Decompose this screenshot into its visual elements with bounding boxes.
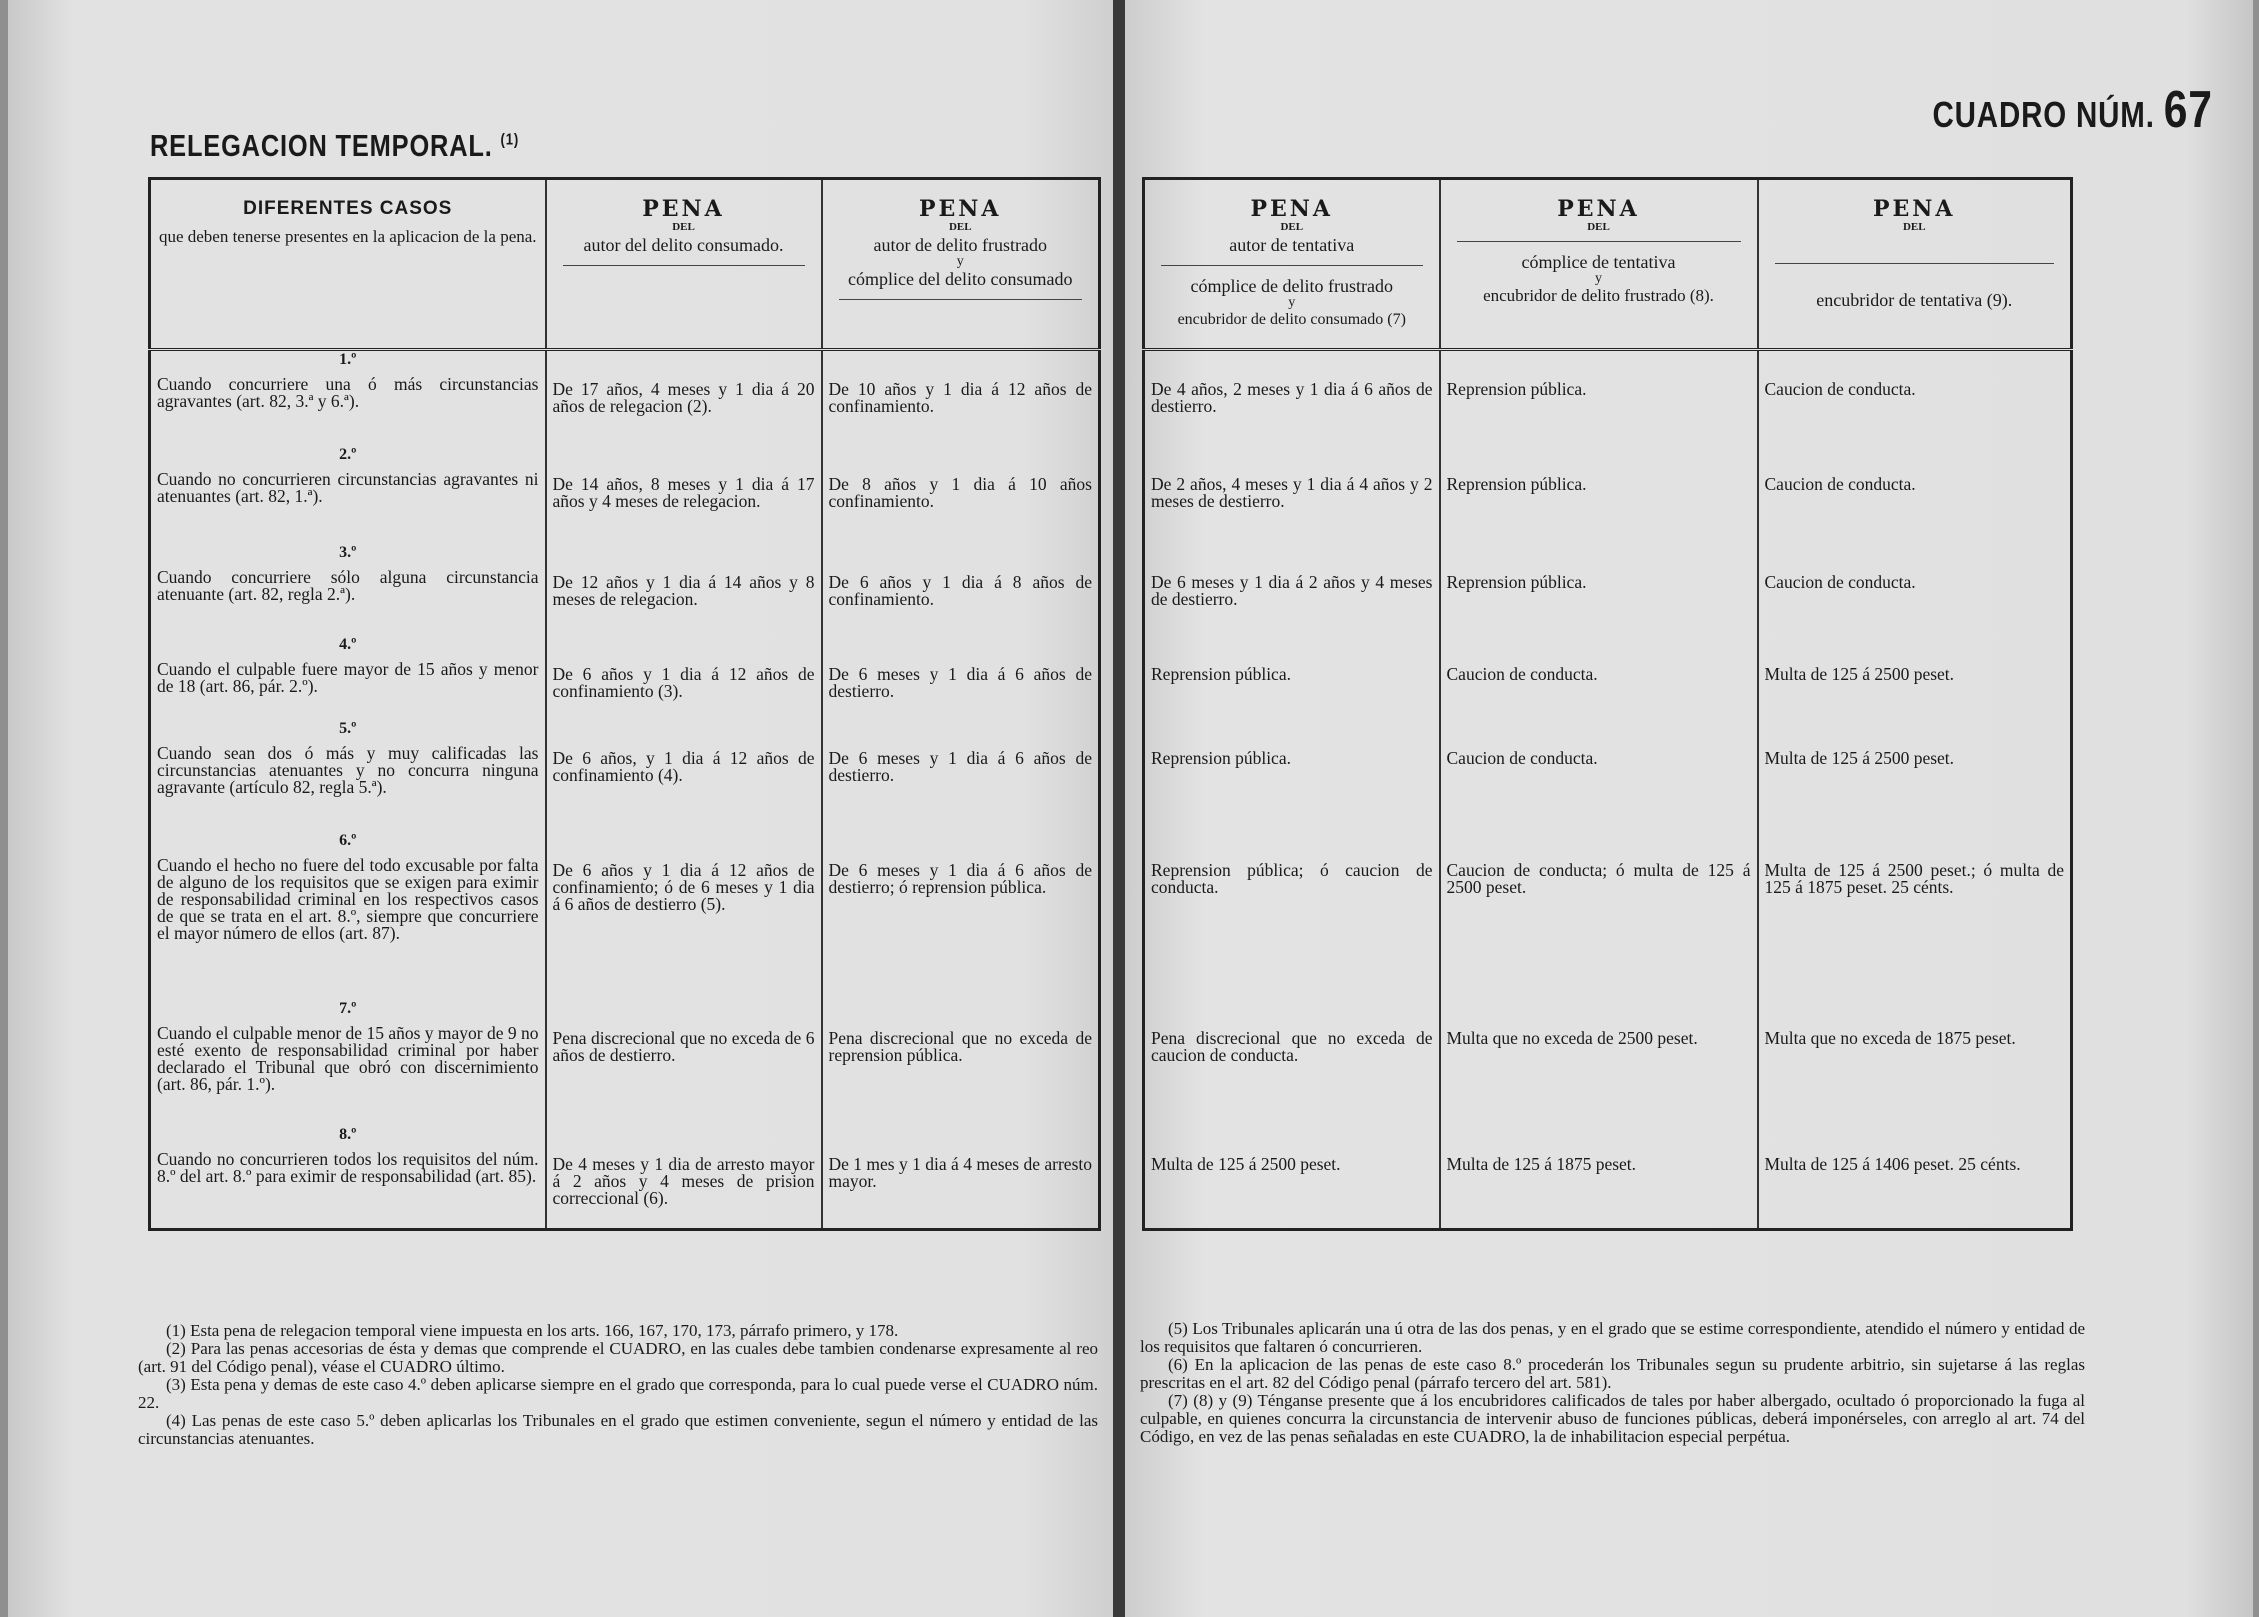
case-number: 7.º [339,999,357,1017]
table-row [1144,1126,2072,1230]
header-text: encubridor de delito consumado (7) [1177,311,1406,328]
complice-text: Reprension pública. [1446,473,1587,494]
frustrado-cell [822,720,1100,832]
encubridor-cell [1758,350,2072,446]
complice-text: Multa que no exceda de 2500 peset. [1446,1027,1698,1048]
case-cell [150,1000,546,1126]
right-penalty-table [1142,177,2073,1231]
tentativa-text: De 6 meses y 1 dia á 2 años y 4 meses de destierro. [1151,571,1433,609]
case-number: 3.º [339,543,357,561]
consumado-cell [546,636,822,720]
tentativa-text: De 4 años, 2 meses y 1 dia á 6 años de destierro. [1151,379,1433,416]
consumado-text: De 12 años y 1 dia á 14 años y 8 meses de relegacion. [552,571,815,609]
header-encubridor-tentativa [1758,179,2072,350]
pena-heading: PENA [1250,196,1333,222]
header-rule [563,265,805,266]
encubridor-cell [1758,832,2072,1000]
complice-cell [1440,720,1758,832]
consumado-text: De 14 años, 8 meses y 1 dia á 17 años y 4 meses de relegacion. [552,473,815,511]
frustrado-text: De 1 mes y 1 dia á 4 meses de arresto mayor. [828,1153,1092,1191]
footnote: (7) (8) y (9) Ténganse presente que á los encubridores calificados de tales por haber albergado, ocultado ó proporcionado la fuga al culpable, en quienes concurra la circunstancia de intervenir abuso de funciones públicas, deberá imponérseles, con arreglo al art. 74 del Código, en vez de las penas señaladas en este CUADRO, la de inhabilitacion especial perpétua. [1140,1391,2085,1446]
frustrado-text: De 8 años y 1 dia á 10 años confinamiento. [828,473,1092,511]
complice-cell [1440,350,1758,446]
case-number: 6.º [339,831,357,849]
case-cell [150,544,546,636]
title-footnote-ref: (1) [500,131,520,149]
complice-cell [1440,446,1758,544]
complice-cell [1440,832,1758,1000]
encubridor-text: Caucion de conducta. [1764,379,1916,399]
header-text: autor de tentativa [1229,235,1355,255]
header-autor-frustrado [822,179,1100,350]
case-text: Cuando sean dos ó más y muy calificadas las circunstancias atenuantes y no concurra ninguna agravante (artículo 82, regla 5.ª). [157,742,539,797]
consumado-cell [546,1000,822,1126]
case-cell [150,636,546,720]
table-row [150,1126,1100,1230]
consumado-cell [546,446,822,544]
complice-cell [1440,544,1758,636]
consumado-text: De 6 años y 1 dia á 12 años de confinamiento (3). [552,663,815,701]
table-row [150,720,1100,832]
consumado-text: De 6 años, y 1 dia á 12 años de confinamiento (4). [552,747,815,785]
frustrado-text: De 6 meses y 1 dia á 6 años de destierro; ó reprension pública. [828,859,1092,897]
left-footnotes [138,1322,1098,1448]
frustrado-cell [822,544,1100,636]
case-text: Cuando el culpable menor de 15 años y mayor de 9 no esté exento de responsabilidad criminal por haber declarado el Tribunal que obró con discernimiento (art. 86, pár. 1.º). [157,1022,539,1094]
tentativa-cell [1144,544,1440,636]
header-rule [839,299,1083,300]
case-number: 2.º [339,445,357,463]
frustrado-cell [822,832,1100,1000]
page-title-right [1933,80,2213,140]
encubridor-cell [1758,544,2072,636]
case-cell [150,720,546,832]
complice-cell [1440,1000,1758,1126]
header-text: encubridor de delito frustrado (8). [1483,286,1714,305]
header-autor-consumado [546,179,822,350]
del-label: DEL [1902,221,1926,233]
del-label: DEL [1587,221,1610,233]
frustrado-cell [822,350,1100,446]
consumado-text: Pena discrecional que no exceda de 6 años de destierro. [552,1027,815,1065]
tentativa-cell [1144,720,1440,832]
header-complice-tentativa [1440,179,1758,350]
frustrado-cell [822,446,1100,544]
complice-text: Caucion de conducta. [1446,663,1598,684]
frustrado-cell [822,636,1100,720]
frustrado-text: De 6 meses y 1 dia á 6 años de destierro. [828,663,1092,701]
header-conjunction: y [1595,271,1602,286]
frustrado-text: De 6 meses y 1 dia á 6 años de destierro. [828,747,1092,785]
table-row [150,544,1100,636]
complice-cell [1440,1126,1758,1230]
header-text: autor de delito frustrado [873,235,1047,255]
case-text: Cuando no concurrieren todos los requisitos del núm. 8.º del art. 8.º para eximir de responsabilidad (art. 85). [157,1148,539,1186]
case-number: 1.º [339,351,357,368]
case-cell [150,446,546,544]
case-number: 8.º [339,1125,357,1143]
title-text: RELEGACION TEMPORAL. [150,128,493,163]
consumado-cell [546,832,822,1000]
footnote: (1) Esta pena de relegacion temporal viene impuesta en los arts. 166, 167, 170, 173, párrafo primero, y 178. [166,1321,899,1340]
tentativa-cell [1144,636,1440,720]
case-cell [150,350,546,446]
tentativa-text: De 2 años, 4 meses y 1 dia á 4 años y 2 meses de destierro. [1151,473,1433,511]
case-text: Cuando concurriere sólo alguna circunstancia atenuante (art. 82, regla 2.ª). [157,566,539,604]
table-row [1144,832,2072,1000]
tentativa-text: Multa de 125 á 2500 peset. [1151,1153,1341,1174]
encubridor-cell [1758,636,2072,720]
tentativa-cell [1144,350,1440,446]
tentativa-cell [1144,1000,1440,1126]
frustrado-text: De 10 años y 1 dia á 12 años de confinamiento. [828,379,1092,416]
tentativa-cell [1144,446,1440,544]
left-header-row [150,179,1100,350]
header-text: cómplice de tentativa [1521,252,1676,272]
encubridor-text: Caucion de conducta. [1764,473,1916,494]
left-penalty-table [148,177,1101,1231]
case-cell [150,1126,546,1230]
complice-text: Reprension pública. [1446,379,1587,399]
consumado-cell [546,720,822,832]
header-text: encubridor de tentativa (9). [1816,290,2013,310]
consumado-cell [546,1126,822,1230]
table-row [1144,720,2072,832]
case-cell [150,832,546,1000]
encubridor-text: Caucion de conducta. [1764,571,1916,592]
tentativa-text: Reprension pública. [1151,663,1291,684]
consumado-text: De 4 meses y 1 dia de arresto mayor á 2 años y 4 meses de prision correccional (6). [552,1153,815,1208]
consumado-text: De 6 años y 1 dia á 12 años de confinamiento; ó de 6 meses y 1 dia á 6 años de destierro (5). [552,859,815,914]
del-label: DEL [948,221,972,233]
header-cases [150,179,546,350]
frustrado-text: Pena discrecional que no exceda de reprension pública. [828,1027,1092,1065]
header-rule [1775,263,2055,264]
encubridor-cell [1758,446,2072,544]
pena-heading: PENA [1557,196,1640,222]
table-row [150,636,1100,720]
cuadro-number: 67 [2163,81,2213,139]
encubridor-text: Multa que no exceda de 1875 peset. [1764,1027,2016,1048]
header-text: autor del delito consumado. [583,235,784,255]
footnote: (3) Esta pena y demas de este caso 4.º deben aplicarse siempre en el grado que corresponda, para lo cual puede verse el CUADRO núm. 22. [138,1375,1098,1412]
tentativa-text: Reprension pública. [1151,747,1291,768]
header-rule [1457,241,1741,242]
footnote: (2) Para las penas accesorias de ésta y demas que comprende el CUADRO, en las cuales debe tambien condenarse expresamente al reo (art. 91 del Código penal), véase el CUADRO último. [138,1339,1098,1376]
table-row [1144,544,2072,636]
case-text: Cuando el culpable fuere mayor de 15 años y menor de 18 (art. 86, pár. 2.º). [157,658,539,696]
right-footnotes [1140,1320,2085,1446]
footnote: (5) Los Tribunales aplicarán una ú otra de las dos penas, y en el grado que se estime correspondiente, atendido el número y entidad de los requisitos que faltaren ó concurrieren. [1140,1319,2085,1356]
table-row [1144,1000,2072,1126]
complice-text: Reprension pública. [1446,571,1587,592]
header-text: cómplice del delito consumado [848,269,1073,289]
encubridor-text: Multa de 125 á 2500 peset. [1764,663,1955,684]
tentativa-cell [1144,1126,1440,1230]
complice-text: Caucion de conducta. [1446,747,1598,768]
right-header-row [1144,179,2072,350]
complice-cell [1440,636,1758,720]
pena-heading: PENA [919,196,1002,222]
case-number: 5.º [339,719,357,737]
consumado-cell [546,544,822,636]
tentativa-text: Reprension pública; ó caucion de conducta. [1151,859,1433,897]
complice-text: Caucion de conducta; ó multa de 125 á 2500 peset. [1446,859,1751,897]
header-text: cómplice de delito frustrado [1190,276,1393,296]
table-row [1144,350,2072,446]
encubridor-text: Multa de 125 á 2500 peset.; ó multa de 125 á 1875 peset. 25 cénts. [1764,859,2064,897]
tentativa-cell [1144,832,1440,1000]
case-text: Cuando no concurrieren circunstancias agravantes ni atenuantes (art. 82, 1.ª). [157,468,539,506]
tentativa-text: Pena discrecional que no exceda de caucion de conducta. [1151,1027,1433,1065]
table-row [1144,636,2072,720]
cases-subtitle: que deben tenerse presentes en la aplicacion de la pena. [158,227,537,246]
table-row [150,350,1100,446]
encubridor-text: Multa de 125 á 1406 peset. 25 cénts. [1764,1153,2021,1174]
cases-title: DIFERENTES CASOS [243,198,453,219]
consumado-text: De 17 años, 4 meses y 1 dia á 20 años de relegacion (2). [552,379,815,416]
encubridor-cell [1758,1126,2072,1230]
footnote: (6) En la aplicacion de las penas de este caso 8.º procederán los Tribunales segun su prudente arbitrio, sin sujetarse á las reglas prescritas en el art. 82 del Código penal (párrafo tercero del art. 581). [1140,1355,2085,1392]
pena-heading: PENA [1873,196,1956,222]
encubridor-cell [1758,720,2072,832]
header-conjunction: y [956,254,964,269]
table-row [150,832,1100,1000]
pena-heading: PENA [642,196,725,222]
table-row [1144,446,2072,544]
del-label: DEL [1280,221,1304,233]
case-text: Cuando el hecho no fuere del todo excusable por falta de alguno de los requisitos que se exigen para eximir de responsabilidad criminal en los respectivos casos de que se trata en el art. 8.º, siempre que concurriere el mayor número de ellos (art. 87). [157,854,539,943]
complice-text: Multa de 125 á 1875 peset. [1446,1153,1637,1174]
case-number: 4.º [339,635,357,653]
case-text: Cuando concurriere una ó más circunstancias agravantes (art. 82, 3.ª y 6.ª). [157,374,539,411]
consumado-cell [546,350,822,446]
page-title-left [150,128,519,164]
encubridor-cell [1758,1000,2072,1126]
cuadro-label: CUADRO NÚM. [1932,94,2155,135]
frustrado-cell [822,1000,1100,1126]
header-conjunction: y [1288,295,1296,310]
table-row [150,446,1100,544]
del-label: DEL [672,221,695,233]
encubridor-text: Multa de 125 á 2500 peset. [1764,747,1955,768]
header-tentativa [1144,179,1440,350]
footnote: (4) Las penas de este caso 5.º deben aplicarlas los Tribunales en el grado que estimen conveniente, segun el número y entidad de las circunstancias atenuantes. [138,1411,1098,1448]
frustrado-cell [822,1126,1100,1230]
table-row [150,1000,1100,1126]
header-rule [1161,265,1423,266]
frustrado-text: De 6 años y 1 dia á 8 años de confinamiento. [828,571,1092,609]
